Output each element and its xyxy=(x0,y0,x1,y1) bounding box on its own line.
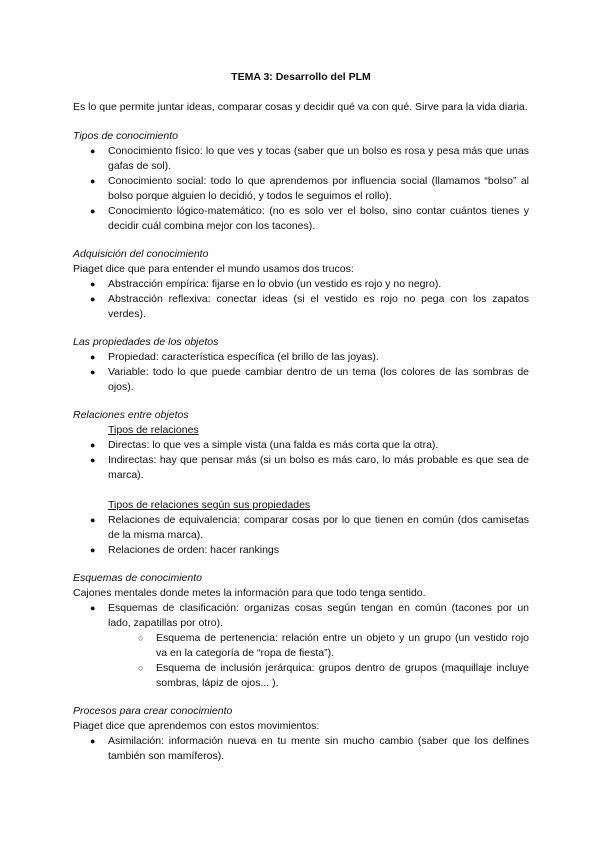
bullet-icon: ● xyxy=(90,736,96,746)
section-intro: Piaget dice que aprendemos con estos movimientos: xyxy=(73,720,320,732)
list-propiedades xyxy=(73,350,529,395)
list-item: ● Conocimiento social: todo lo que aprendemos por influencia social (llamamos “bolso” al bolso porque alguien lo decidió, y todos le seguimos el rollo). xyxy=(90,175,529,202)
section-heading-esquemas: Esquemas de conocimiento xyxy=(73,572,202,584)
bullet-icon: ● xyxy=(90,603,96,613)
section-heading-propiedades: Las propiedades de los objetos xyxy=(73,336,219,348)
list-adquisicion xyxy=(73,277,529,322)
bullet-icon: ● xyxy=(90,279,96,289)
list-item: ● Conocimiento físico: lo que ves y tocas (saber que un bolso es rosa y pesa más que unas gafas de sol). xyxy=(90,145,529,172)
section-heading-procesos: Procesos para crear conocimiento xyxy=(73,705,233,717)
section-heading-adquisicion: Adquisición del conocimiento xyxy=(73,248,209,260)
section-heading-relaciones: Relaciones entre objetos xyxy=(73,409,189,421)
list-procesos xyxy=(73,734,529,764)
section-intro: Piaget dice que para entender el mundo usamos dos trucos: xyxy=(73,263,354,275)
list-item: ● Abstracción empírica: fijarse en lo obvio (un vestido es rojo y no negro). xyxy=(90,278,442,290)
circle-bullet-icon: ○ xyxy=(138,663,144,673)
list-item: ● Indirectas: hay que pensar más (si un bolso es más caro, lo más probable es que sea de marca). xyxy=(90,454,529,481)
sublist-item: ○ Esquema de inclusión jerárquica: grupos dentro de grupos (maquillaje incluye sombras, lápiz de ojos... ). xyxy=(138,662,529,689)
list-esquemas xyxy=(73,601,529,691)
intro-paragraph: Es lo que permite juntar ideas, comparar cosas y decidir qué va con qué. Sirve para la vida diaria. xyxy=(73,101,528,113)
bullet-icon: ● xyxy=(90,176,96,186)
bullet-icon: ● xyxy=(90,206,96,216)
page-title: TEMA 3: Desarrollo del PLM xyxy=(231,71,371,83)
bullet-icon: ● xyxy=(90,367,96,377)
bullet-icon: ● xyxy=(90,294,96,304)
section-heading-tipos: Tipos de conocimiento xyxy=(73,130,178,142)
list-relaciones-propiedades xyxy=(73,513,529,558)
bullet-icon: ● xyxy=(90,352,96,362)
bullet-icon: ● xyxy=(90,146,96,156)
list-item: ● Relaciones de orden: hacer rankings xyxy=(90,544,280,556)
list-item: ● Esquemas de clasificación: organizas cosas según tengan en común (tacones por un lado, zapatillas por otro). ○ Esquema de pertenencia: relación entre un objeto y un grupo (un vestido rojo va en la categoría de “ropa de fiesta”). ○ Esquema de inclusión jerárquica: grupos dentro de grupos (maquillaje incluye sombras, lápiz de ojos... ). xyxy=(90,602,529,689)
subheading-tipos-relaciones: Tipos de relaciones xyxy=(108,424,199,436)
list-item: ● Variable: todo lo que puede cambiar dentro de un tema (los colores de las sombras de ojos). xyxy=(90,366,529,393)
list-item: ● Relaciones de equivalencia: comparar cosas por lo que tienen en común (dos camisetas de la misma marca). xyxy=(90,514,529,541)
bullet-icon: ● xyxy=(90,515,96,525)
sublist-esquemas xyxy=(108,631,529,691)
bullet-icon: ● xyxy=(90,440,96,450)
list-tipos xyxy=(73,144,529,234)
section-intro: Cajones mentales donde metes la información para que todo tenga sentido. xyxy=(73,587,426,599)
list-item: ● Conocimiento lógico-matemático: (no es solo ver el bolso, sino contar cuántos tienes y decidir cuál combina mejor con los tacones). xyxy=(90,205,529,232)
circle-bullet-icon: ○ xyxy=(138,633,144,643)
list-item: ● Asimilación: información nueva en tu mente sin mucho cambio (saber que los delfines también son mamíferos). xyxy=(90,735,529,762)
document-page xyxy=(73,70,529,764)
sublist-item: ○ Esquema de pertenencia: relación entre un objeto y un grupo (un vestido rojo va en la categoría de “ropa de fiesta”). xyxy=(138,632,529,659)
list-relaciones xyxy=(73,438,529,483)
list-item: ● Propiedad: característica específica (el brillo de las joyas). xyxy=(90,351,379,363)
list-item: ● Abstracción reflexiva: conectar ideas (si el vestido es rojo no pega con los zapatos verdes). xyxy=(90,293,529,320)
bullet-icon: ● xyxy=(90,455,96,465)
list-item: ● Directas: lo que ves a simple vista (una falda es más corta que la otra). xyxy=(90,439,439,451)
subheading-relaciones-propiedades: Tipos de relaciones según sus propiedades xyxy=(108,499,311,511)
bullet-icon: ● xyxy=(90,545,96,555)
